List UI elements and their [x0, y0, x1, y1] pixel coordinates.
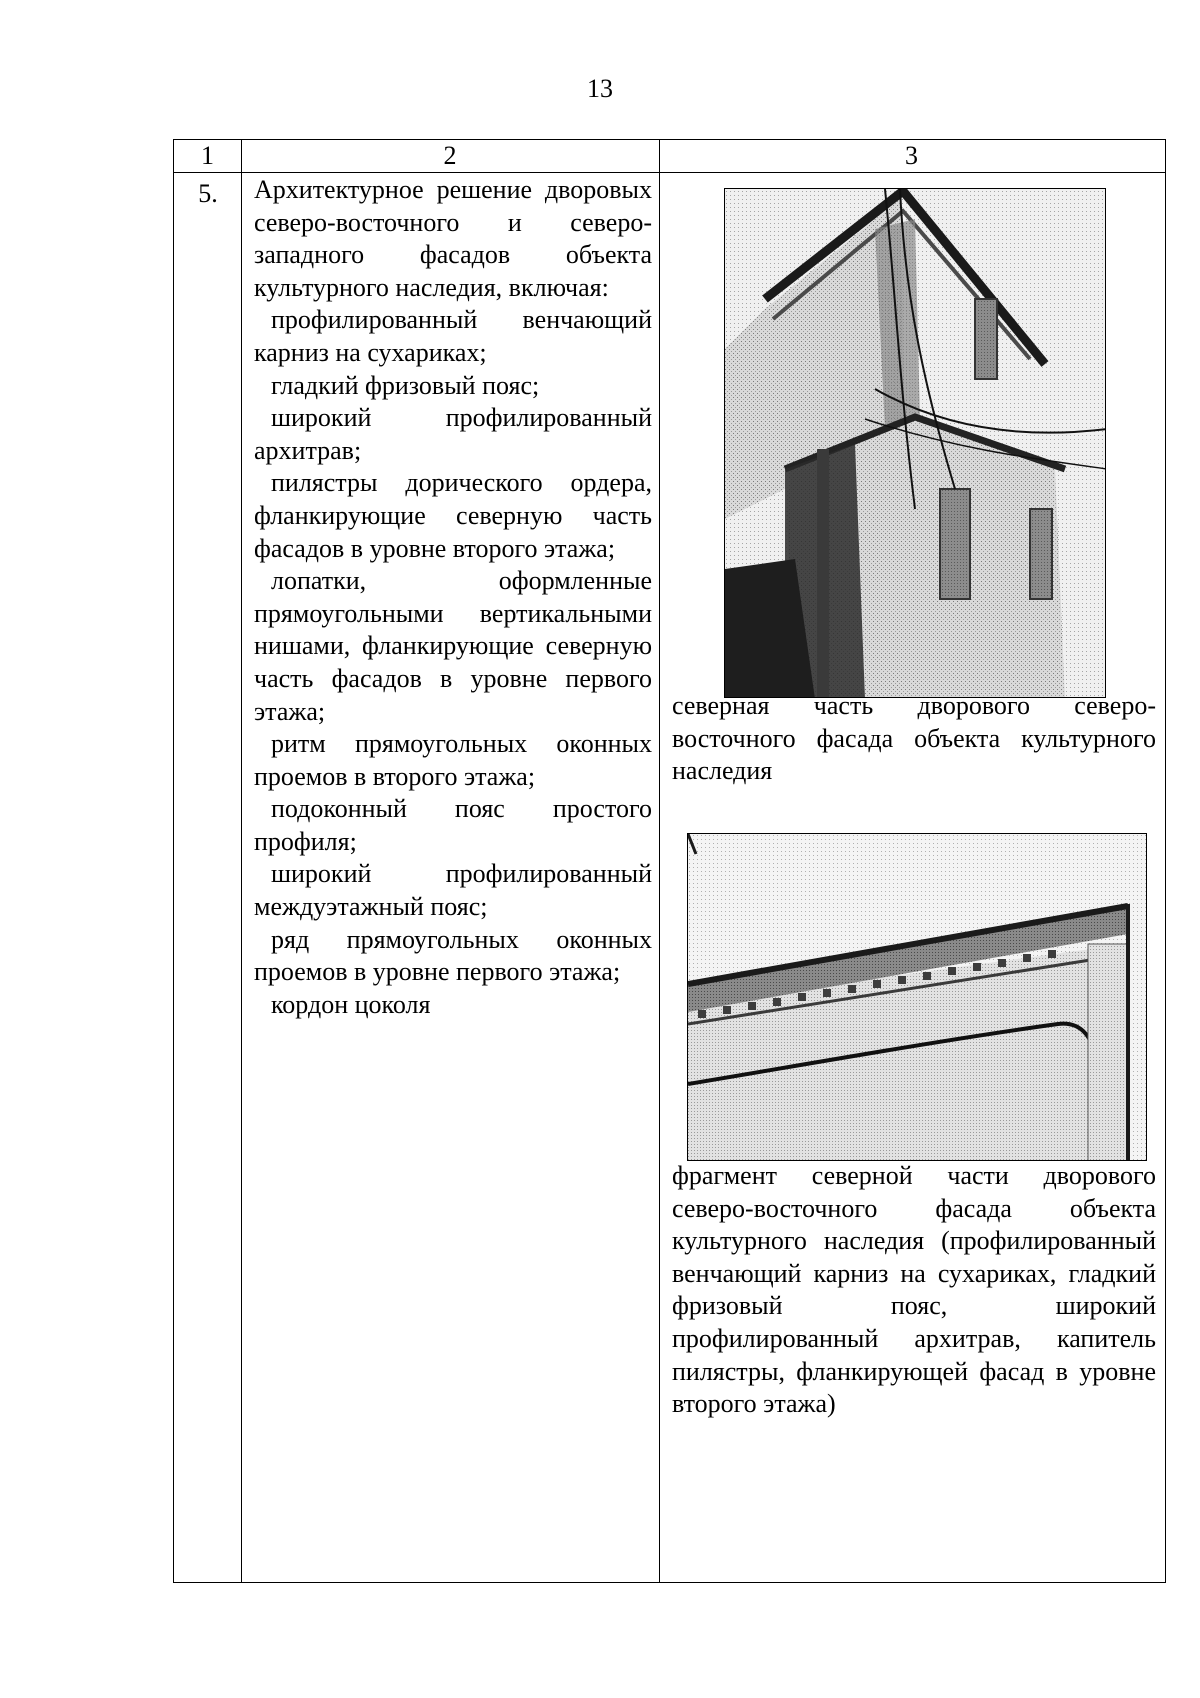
description-item: ряд прямоугольных оконных проемов в уровне первого этажа;: [254, 924, 652, 987]
description-item: гладкий фризовый пояс;: [271, 370, 540, 400]
photos-cell: [669, 140, 1156, 1580]
description-item: широкий профилированный междуэтажный пояс;: [254, 859, 652, 922]
description-item: профилированный венчающий карниз на сухариках;: [254, 305, 652, 367]
header-col-2: 2: [443, 141, 457, 170]
header-col-1: 1: [201, 141, 214, 170]
photo-caption-1: северная часть дворового северо-восточного фасада объекта культурного наследия: [672, 691, 1156, 786]
monument-elements-table: [173, 139, 1166, 1583]
description-item: широкий профилированный архитрав;: [254, 403, 652, 465]
photo-caption-2: фрагмент северной части дворового северо-восточного фасада объекта культурного наследия (профилированный венчающий карниз на сухариках, гладкий фризовый пояс, широкий профилированный архитрав, капитель пилястры, фланкирующей фасад в уровне второго этажа): [672, 1161, 1156, 1419]
description-intro: Архитектурное решение дворовых северо-восточного и северо-западного фасадов объекта культурного наследия, включая:: [254, 175, 652, 302]
column-divider: [241, 140, 242, 1582]
description-item: кордон цоколя: [271, 989, 431, 1019]
cornice-fragment-photo: [687, 833, 1147, 1161]
description-cell: [254, 174, 652, 1021]
column-divider: [659, 140, 660, 1582]
building-corner-photo: [724, 188, 1106, 698]
description-item: пилястры дорического ордера, фланкирующие северную часть фасадов в уровне второго этажа;: [254, 468, 652, 563]
row-number: 5.: [198, 179, 218, 208]
page-number: 13: [587, 74, 613, 103]
description-item: лопатки, оформленные прямоугольными вертикальными нишами, фланкирующие северную часть фасадов в уровне первого этажа;: [254, 566, 652, 726]
description-item: подоконный пояс простого профиля;: [254, 794, 652, 856]
description-item: ритм прямоугольных оконных проемов в второго этажа;: [254, 729, 652, 791]
building-corner-illustration: [725, 189, 1106, 698]
header-col-3: 3: [905, 141, 918, 170]
cornice-fragment-illustration: [688, 834, 1147, 1161]
